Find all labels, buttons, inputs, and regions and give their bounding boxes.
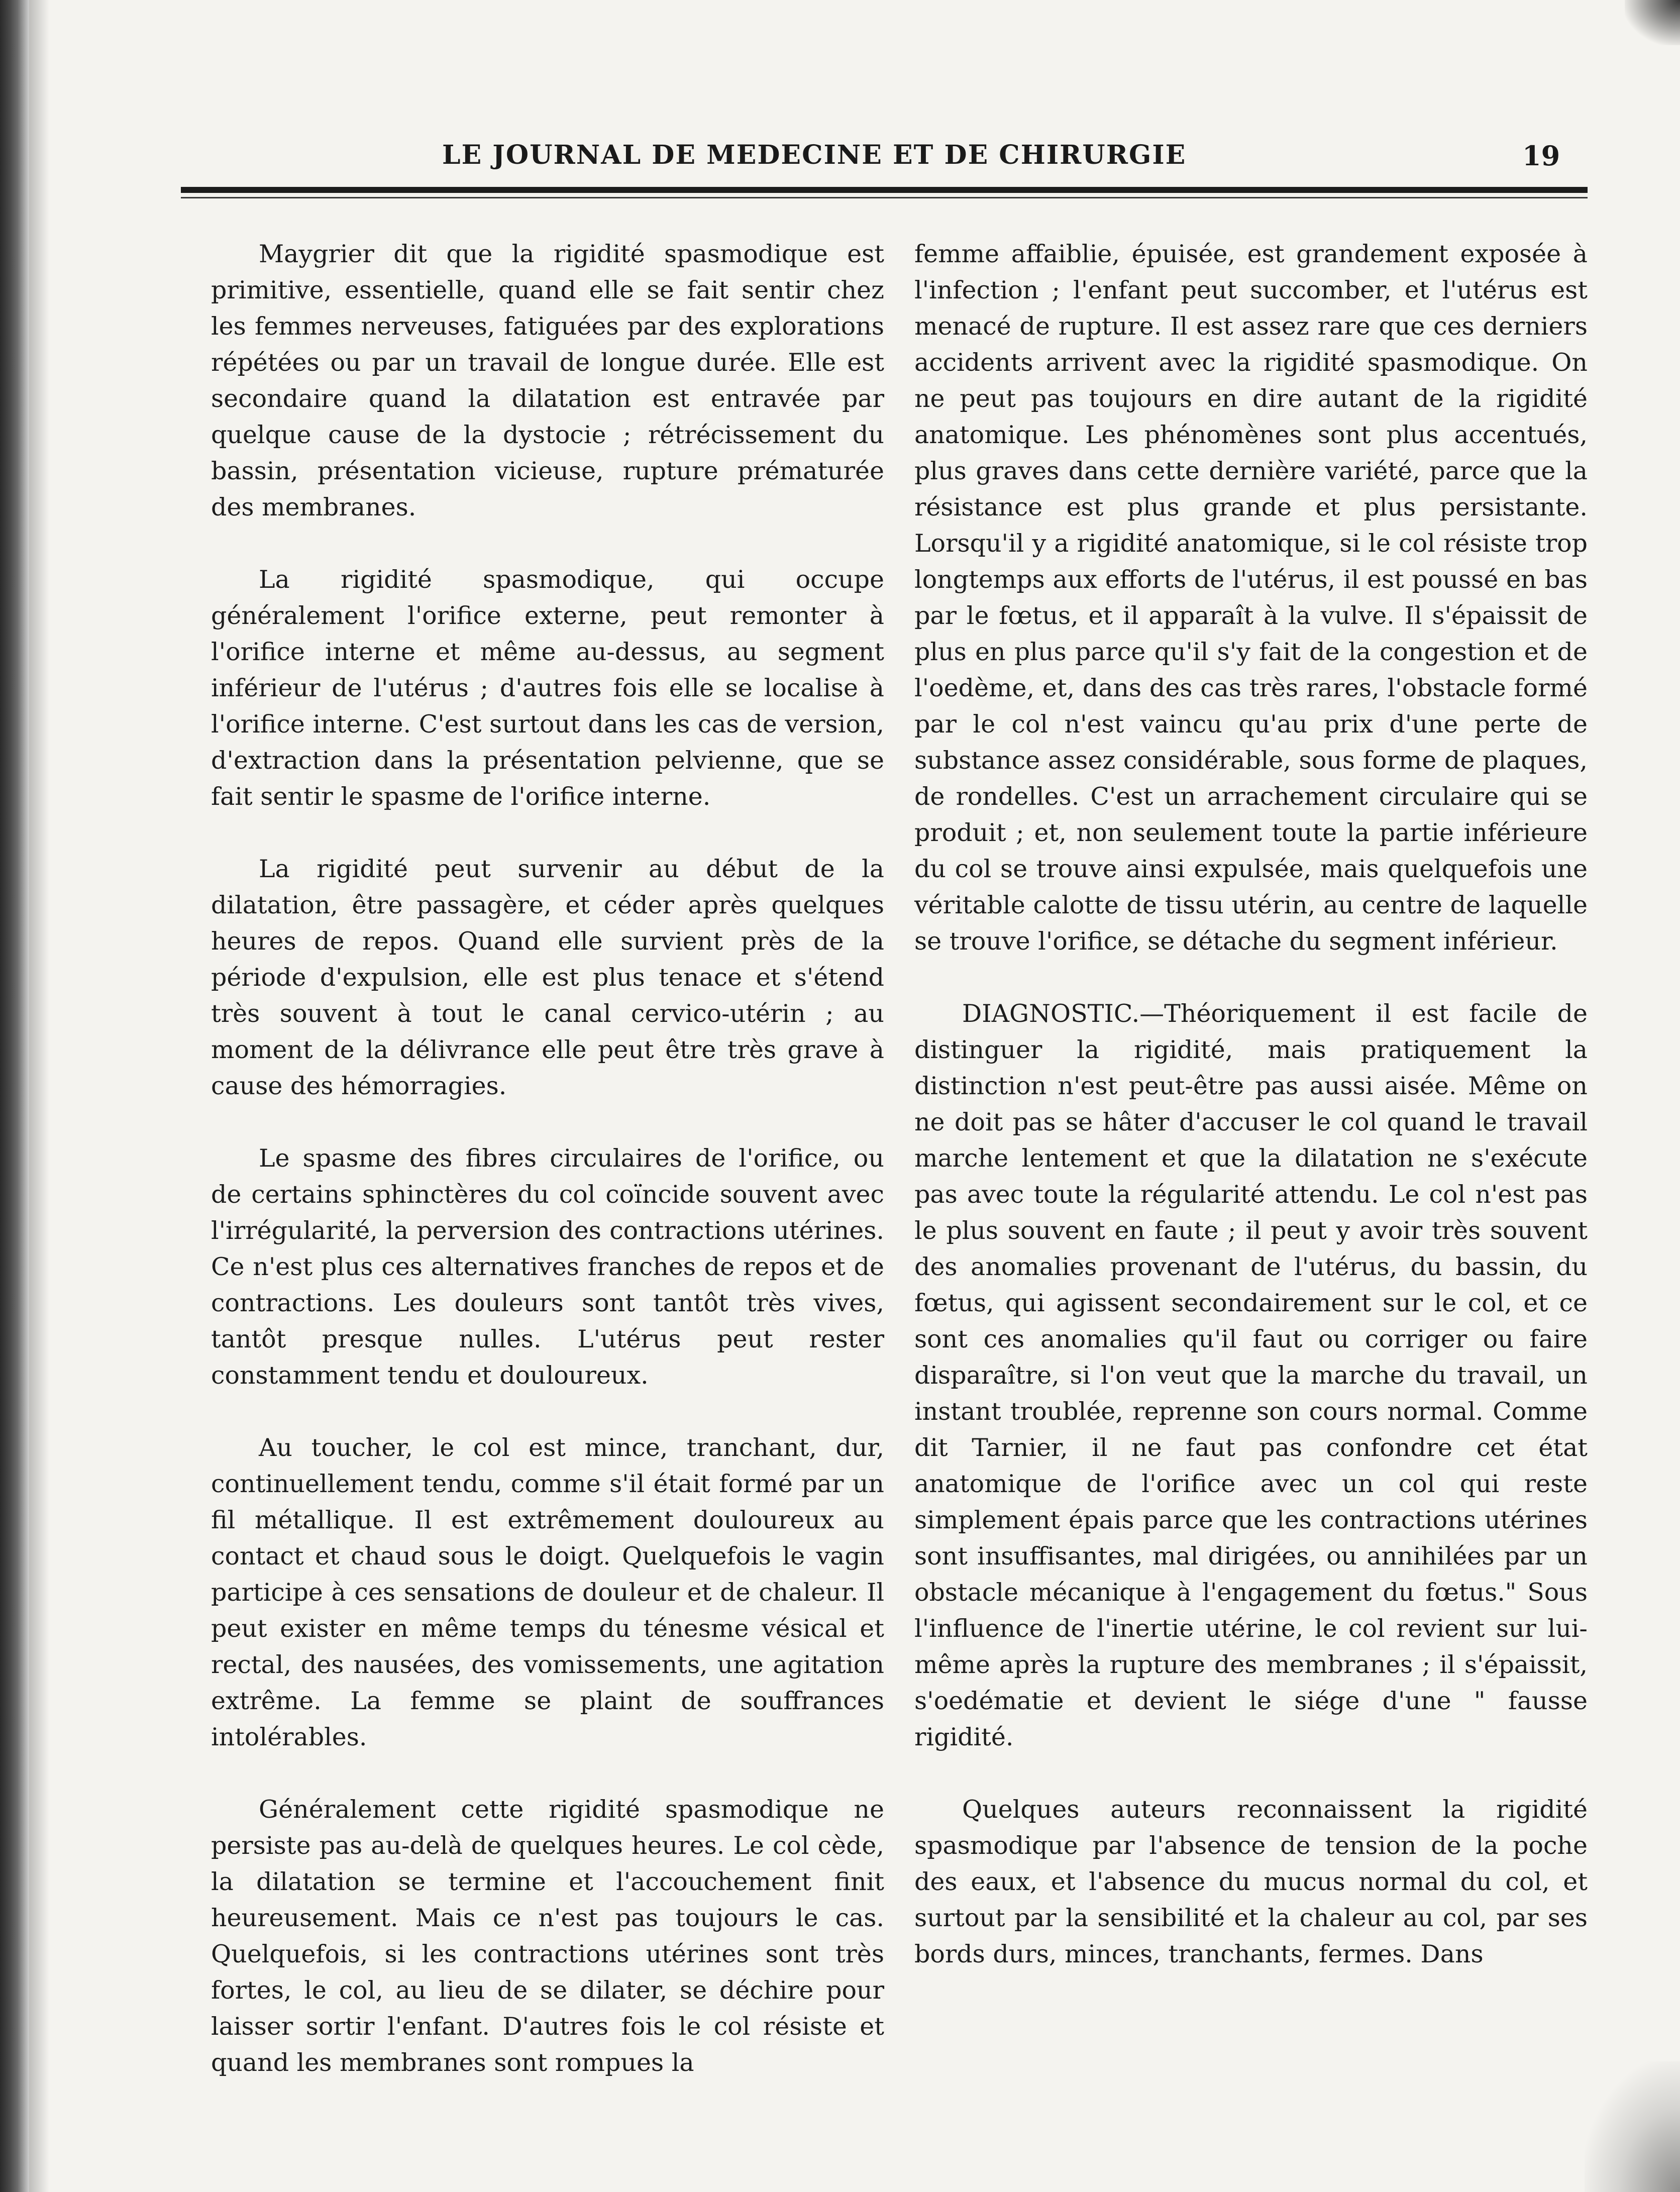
paragraph: Généralement cette rigidité spasmodique ne persiste pas au-delà de quelques heures. Le col cède, la dilatation se termine et l'accouchement finit heureusement. Mais ce n'est pas toujours le cas. Quelquefois, si les contractions utérines sont très fortes, le col, au lieu de se dilater, se déchire pour laisser sortir l'enfant. D'autres fois le col résiste et quand les membranes sont rompues la xyxy=(211,1795,884,2077)
paragraph-continued: femme affaiblie, épuisée, est grandement exposée à l'infection ; l'enfant peut succomber, et l'utérus est menacé de rupture. Il est assez rare que ces derniers accidents arrivent avec la rigidité spasmodique. On ne peut pas toujours en dire autant de la rigidité anatomique. Les phénomènes sont plus accentués, plus graves dans cette dernière variété, parce que la résistance est plus grande et plus persistante. Lorsqu'il y a rigidité anatomique, si le col résiste trop longtemps aux efforts de l'utérus, il est poussé en bas par le fœtus, et il apparaît à la vulve. Il s'épaissit de plus en plus parce qu'il s'y fait de la congestion et de l'oedème, et, dans des cas très rares, l'obstacle formé par le col n'est vaincu qu'au prix d'une perte de substance assez considérable, sous forme de plaques, de rondelles. C'est un arrachement circulaire qui se produit ; et, non seulement toute la partie inférieure du col se trouve ainsi expulsée, mais quelquefois une véritable calotte de tissu utérin, au centre de laquelle se trouve l'orifice, se détache du segment inférieur. xyxy=(914,240,1588,956)
paragraph: Le spasme des fibres circulaires de l'orifice, ou de certains sphinctères du col coïncide souvent avec l'irrégularité, la perversion des contractions utérines. Ce n'est plus ces alternatives franches de repos et de contractions. Les douleurs sont tantôt très vives, tantôt presque nulles. L'utérus peut rester constamment tendu et douloureux. xyxy=(211,1144,884,1390)
corner-smudge-bottom xyxy=(1585,2061,1680,2192)
book-binding-edge xyxy=(0,0,29,2192)
corner-smudge-top xyxy=(1625,0,1680,45)
header-rule-thick xyxy=(181,187,1588,193)
running-header: LE JOURNAL DE MEDECINE ET DE CHIRURGIE xyxy=(442,140,1187,170)
binding-shadow xyxy=(29,0,49,2192)
paragraph-diagnostic: DIAGNOSTIC.—Théoriquement il est facile de distinguer la rigidité, mais pratiquement la distinction n'est peut-être pas aussi aisée. Même on ne doit pas se hâter d'accuser le col quand le travail marche lentement et que la dilatation ne s'exécute pas avec toute la régularité attendu. Le col n'est pas le plus souvent en faute ; il peut y avoir très souvent des anomalies provenant de l'utérus, du bassin, du fœtus, qui agissent secondairement sur le col, et ce sont ces anomalies qu'il faut ou corriger ou faire disparaître, si l'on veut que la marche du travail, un instant troublée, reprenne son cours normal. Comme dit Tarnier, il ne faut pas confondre cet état anatomique de l'orifice avec un col qui reste simplement épais parce que les contractions utérines sont insuffisantes, mal dirigées, ou annihilées par un obstacle mécanique à l'engagement du fœtus." Sous l'influence de l'inertie utérine, le col revient sur lui-même après la rupture des membranes ; il s'épaissit, s'oedématie et devient le siége d'une " fausse rigidité. xyxy=(914,999,1588,1751)
right-column xyxy=(914,236,1588,1972)
left-column xyxy=(211,236,884,2081)
paragraph: Maygrier dit que la rigidité spasmodique est primitive, essentielle, quand elle se fait sentir chez les femmes nerveuses, fatiguées par des explorations répétées ou par un travail de longue durée. Elle est secondaire quand la dilatation est entravée par quelque cause de la dystocie ; rétrécissement du bassin, présentation vicieuse, rupture prématurée des membranes. xyxy=(211,240,884,521)
header-rule-thin xyxy=(181,197,1588,198)
page-number: 19 xyxy=(1522,140,1560,172)
paragraph: La rigidité spasmodique, qui occupe généralement l'orifice externe, peut remonter à l'orifice interne et même au-dessus, au segment inférieur de l'utérus ; d'autres fois elle se localise à l'orifice interne. C'est surtout dans les cas de version, d'extraction dans la présentation pelvienne, que se fait sentir le spasme de l'orifice interne. xyxy=(211,565,884,811)
paragraph: Au toucher, le col est mince, tranchant, dur, continuellement tendu, comme s'il était formé par un fil métallique. Il est extrêmement douloureux au contact et chaud sous le doigt. Quelquefois le vagin participe à ces sensations de douleur et de chaleur. Il peut exister en même temps du ténesme vésical et rectal, des nausées, des vomissements, une agitation extrême. La femme se plaint de souffrances intolérables. xyxy=(211,1433,884,1751)
paragraph: La rigidité peut survenir au début de la dilatation, être passagère, et céder après quelques heures de repos. Quand elle survient près de la période d'expulsion, elle est plus tenace et s'étend très souvent à tout le canal cervico-utérin ; au moment de la délivrance elle peut être très grave à cause des hémorragies. xyxy=(211,855,884,1100)
paragraph: Quelques auteurs reconnaissent la rigidité spasmodique par l'absence de tension de la poche des eaux, et l'absence du mucus normal du col, et surtout par la sensibilité et la chaleur au col, par ses bords durs, minces, tranchants, fermes. Dans xyxy=(914,1795,1588,1968)
